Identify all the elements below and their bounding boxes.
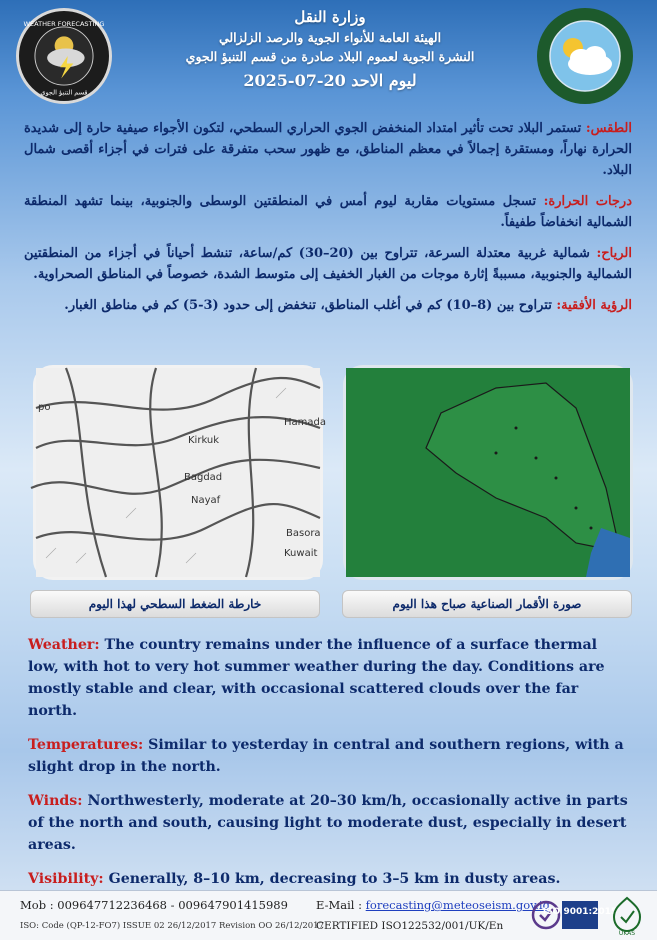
ukas-text: UKAS <box>618 930 636 937</box>
satellite-caption: صورة الأقمار الصناعية صباح هذا اليوم <box>342 590 632 618</box>
english-temperature-paragraph <box>28 734 628 778</box>
arabic-visibility-text: تتراوح بين (8–10) كم في أغلب المناطق، تنخفض إلى حدود (3-5) كم في مناطق الغبار. <box>64 298 557 313</box>
iso-code-line: ISO: Code (QP-12-FO7) ISSUE 02 26/12/2017 Revision OO 26/12/2017 <box>20 921 324 931</box>
english-temperature-text: Similar to yesterday in central and southern regions, with a slight drop in the north. <box>28 737 624 775</box>
arabic-visibility-key: الرؤية الأفقية: <box>556 298 632 313</box>
authority-title: الهيئة العامة للأنواء الجوية والرصد الزلزالي <box>218 30 442 45</box>
email-line <box>316 898 550 912</box>
svg-text:قسم التنبؤ الجوي: قسم التنبؤ الجوي <box>40 88 88 97</box>
certification-line: CERTIFIED ISO122532/001/UK/En <box>316 920 504 932</box>
bagdad-label: Bagdad <box>184 472 223 483</box>
ministry-title: وزارة النقل <box>294 8 366 26</box>
arabic-winds-key: الرياح: <box>596 246 632 261</box>
arabic-winds-paragraph <box>24 243 632 285</box>
arabic-temperature-paragraph <box>24 191 632 233</box>
english-visibility-text: Generally, 8–10 km, decreasing to 3–5 km in dusty areas. <box>103 871 561 887</box>
nayaf-label: Nayaf <box>191 495 221 506</box>
english-winds-paragraph <box>28 790 628 856</box>
english-temperature-key: Temperatures: <box>28 737 144 753</box>
english-visibility-key: Visibility: <box>28 871 104 887</box>
header-titles <box>140 6 520 94</box>
arabic-temperature-text: تسجل مستويات مقاربة ليوم أمس في المنطقتين الوسطى والجنوبية، بينما تشهد المنطقة الشمالية انخفاضاً طفيفاً. <box>24 194 632 230</box>
arabic-winds-text: شمالية غربية معتدلة السرعة، تتراوح بين (20–30) كم/ساعة، تنشط أحياناً في أجزاء من المنطقتين الشمالية والجنوبية، مسببةً إثارة موجات من الغبار الخفيف إلى متوسط الشدة، خصوصاً في المناطق الصحراوية. <box>24 246 632 282</box>
bulletin-date: ليوم الاحد 20-07-2025 <box>243 71 417 90</box>
bulletin-header <box>0 0 657 110</box>
arabic-forecast <box>24 118 632 326</box>
surface-pressure-map <box>33 365 326 580</box>
satellite-image <box>343 365 633 580</box>
english-visibility-paragraph <box>28 868 628 890</box>
iso-badge-icon <box>532 895 618 935</box>
email-label: E-Mail : <box>316 898 366 912</box>
kirkuk-label: Kirkuk <box>188 435 220 446</box>
arabic-visibility-paragraph <box>24 295 632 316</box>
arabic-weather-text: تستمر البلاد تحت تأثير امتداد المنخفض الجوي الحراري السطحي، لتكون الأجواء صيفية حارة إلى شديدة الحرارة نهاراً، ومستقرة إجمالاً في معظم المناطق، مع ظهور سحب متفرقة على فترات في أجزاء أقصى شمال البلاد. <box>24 121 632 178</box>
english-winds-key: Winds: <box>28 793 83 809</box>
english-forecast <box>28 634 628 902</box>
english-winds-text: Northwesterly, moderate at 20–30 km/h, occasionally active in parts of the north and south, causing light to moderate dust, especially in desert areas. <box>28 793 628 853</box>
english-weather-paragraph <box>28 634 628 722</box>
contact-footer <box>0 890 657 940</box>
email-link[interactable]: forecasting@meteoseism.gov.iq <box>365 898 550 912</box>
forecasting-dept-logo <box>16 8 112 104</box>
arabic-weather-key: الطقس: <box>585 121 632 136</box>
basora-label: Basora <box>286 528 321 539</box>
meteorological-organization-logo <box>535 6 635 106</box>
iso-badge-text: ISO 9001:2015 <box>542 907 618 917</box>
mobile-numbers: Mob : 009647712236468 - 009647901415989 <box>20 898 288 912</box>
hamada-label: Hamada <box>284 417 326 428</box>
bulletin-title: النشرة الجوية لعموم البلاد صادرة من قسم التنبؤ الجوي <box>185 49 475 64</box>
arabic-temperature-key: درجات الحرارة: <box>543 194 633 209</box>
svg-text:WEATHER FORECASTING: WEATHER FORECASTING <box>23 20 105 29</box>
ukas-icon <box>610 895 644 935</box>
kuwait-label: Kuwait <box>284 548 318 559</box>
arabic-weather-paragraph <box>24 118 632 181</box>
english-weather-text: The country remains under the influence of a surface thermal low, with hot to very hot summer weather during the day. Conditions are mostly stable and clear, with occasional scattered clouds over the far north. <box>28 637 605 719</box>
pressure-map-caption: خارطة الضغط السطحي لهذا اليوم <box>30 590 320 618</box>
po-label: po <box>38 402 51 413</box>
english-weather-key: Weather: <box>28 637 100 653</box>
